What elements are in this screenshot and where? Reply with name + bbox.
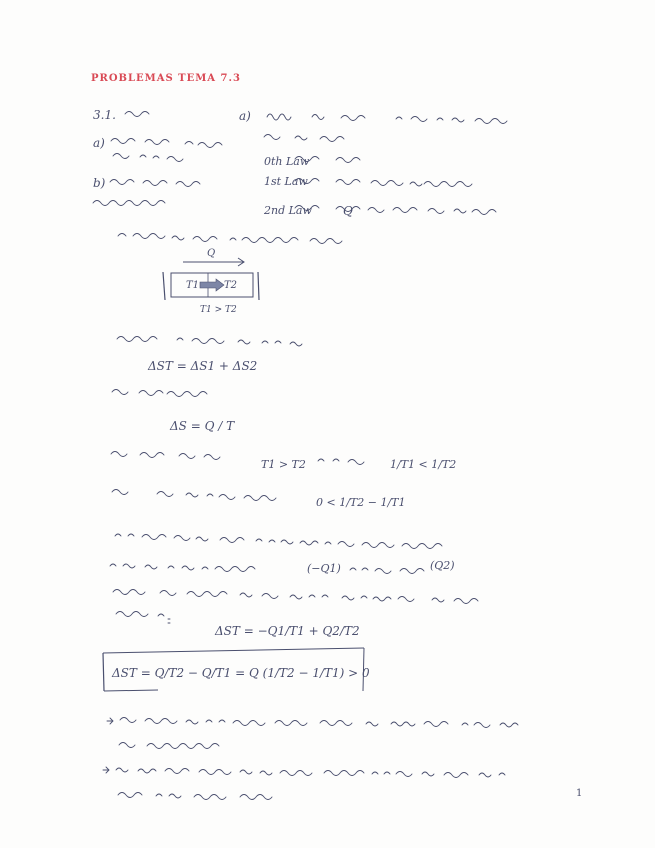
problem-number: 3.1. [93, 108, 116, 122]
equation-inverse-compare: 1/T1 < 1/T2 [390, 458, 457, 471]
equation-entropy-def: ΔS = Q / T [170, 419, 235, 433]
page-heading: PROBLEMAS TEMA 7.3 [91, 73, 241, 84]
second-law-label: 2nd Law [264, 204, 312, 217]
equation-temp-compare: T1 > T2 [261, 458, 306, 471]
part-a-marker-left: a) [93, 136, 105, 150]
page-number: 1 [576, 788, 583, 799]
second-law-q: Q [343, 204, 353, 218]
zeroth-law-label: 0th Law [264, 155, 310, 168]
first-law-label: 1st Law [264, 175, 308, 188]
equation-positive: 0 < 1/T2 − 1/T1 [316, 496, 406, 509]
diagram-condition: T1 > T2 [200, 305, 237, 315]
equation-final-result: ΔST = Q/T2 − Q/T1 = Q (1/T2 − 1/T1) > 0 [112, 666, 370, 680]
equation-entropy-total: ΔST = −Q1/T1 + Q2/T2 [215, 624, 360, 638]
diagram-t1-label: T1 [186, 280, 200, 291]
diagram-q-label: Q [207, 248, 216, 259]
diagram-t2-label: T2 [224, 280, 238, 291]
part-a-marker-right: a) [239, 109, 251, 123]
equation-entropy-sum: ΔST = ΔS1 + ΔS2 [148, 359, 258, 373]
part-b-marker-left: b) [93, 176, 106, 190]
equation-minus-q1: (−Q1) [307, 562, 341, 575]
equation-q2: (Q2) [430, 559, 455, 572]
